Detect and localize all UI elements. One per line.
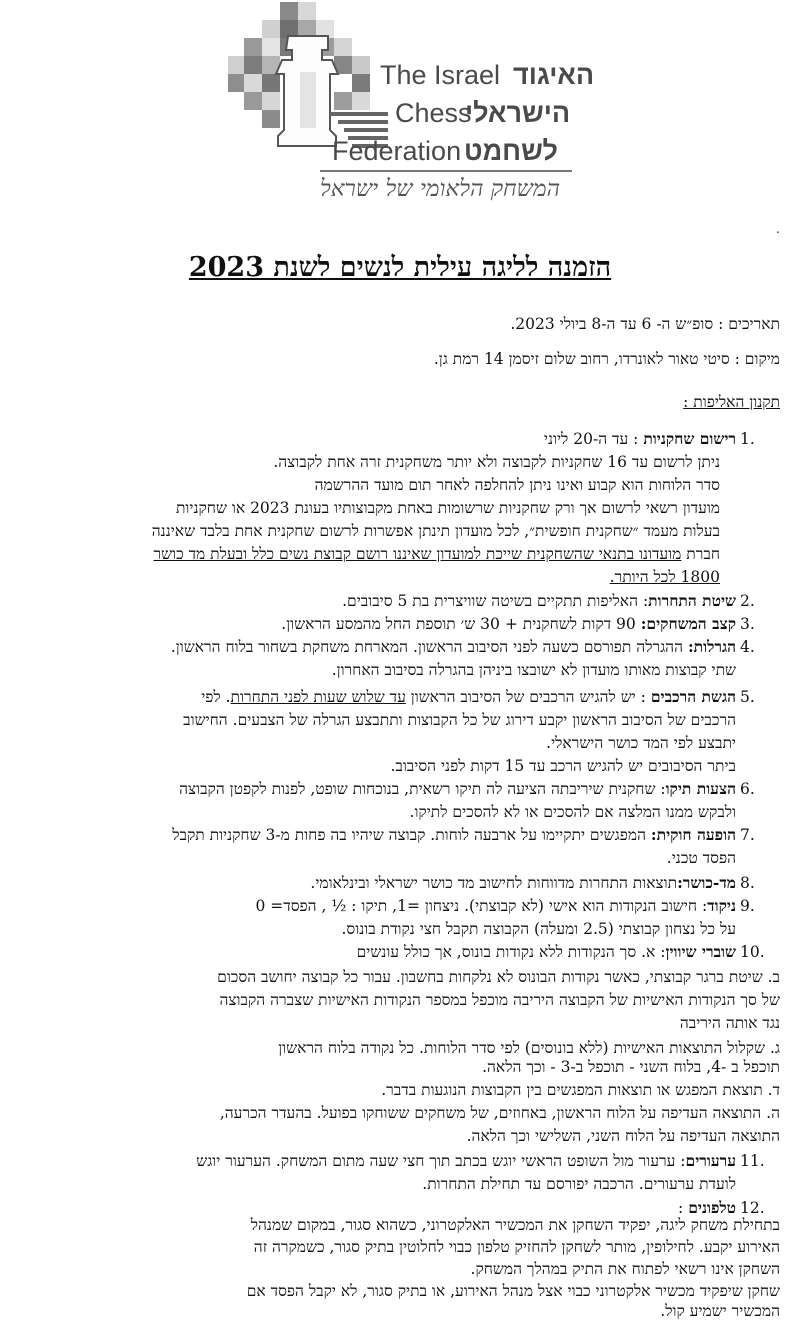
- logo-english-line-3: Federation: [332, 136, 462, 166]
- item-10-text: של סך הנקודות האישיות של הקבוצה היריבה מוכפל במספר הנקודות האישיות שצברה הקבוצה: [219, 991, 780, 1009]
- item-number: 3.: [740, 615, 755, 633]
- item-number: 1.: [740, 430, 755, 448]
- logo-english-line-2: Chess: [395, 98, 472, 128]
- item-10-text: נגד אותה היריבה: [679, 1014, 780, 1032]
- item-6-text: ולבקש ממנו המלצה אם להסכים או לא להסכים לתיקו.: [409, 803, 736, 821]
- item-10-text: התוצאה העדיפה על הלוח השני, השלישי וכך הלאה.: [466, 1127, 780, 1145]
- item-5-line: הגשת הרכבים : יש להגיש הרכבים של הסיבוב הראשון עד שלוש שעות לפני התחרות. לפי: [201, 687, 736, 706]
- item-11-text: לועדת ערעורים. הרכבה יפורסם עד תחילת התחרות.: [422, 1175, 736, 1193]
- location-line: מיקום : סיטי טאור לאונרדו, רחוב שלום זיסמן 14 רמת גן.: [433, 350, 780, 368]
- item-1-text: חברת מועדונו בתנאי שהשחקנית שייכת למועדון שאיננו רושם קבוצת נשים כלל ובעלת מד כושר: [153, 545, 720, 563]
- item-7-line: הופעה חוקית: המפגשים יתקיימו על ארבעה לוחות. קבוצה שיהיו בה פחות מ-3 שחקניות תקבל: [172, 825, 736, 844]
- item-12-text: בתחילת משחק ליגה, יפקיד השחקן את המכשיר האלקטרוני, כשהוא סגור, במקום שמנהל: [250, 1216, 780, 1234]
- logo-hebrew-line-3: לשחמט: [464, 136, 558, 166]
- page-title: הזמנה לליגה עילית לנשים לשנת 2023: [188, 252, 612, 283]
- item-number: 11.: [740, 1152, 765, 1170]
- item-number: 5.: [740, 688, 755, 706]
- item-number: 9.: [740, 897, 755, 915]
- item-12-heading: טלפונים :: [678, 1198, 736, 1217]
- regulations-heading: תקנון האליפות :: [683, 393, 780, 411]
- item-7-text: הפסד טכני.: [666, 849, 736, 867]
- item-1-heading-line: רישום שחקניות : עד ה-20 ליוני: [543, 429, 736, 448]
- item-9-line: ניקוד: חישוב הנקודות הוא אישי (לא קבוצתי). ניצחון =1, תיקו : ½ , הפסד= 0: [255, 896, 736, 915]
- item-number: 6.: [740, 780, 755, 798]
- federation-logo: [228, 0, 598, 210]
- item-10-line: שוברי שיווין: א. סך הנקודות ללא נקודות בונוס, אך כולל עונשים: [356, 942, 736, 961]
- item-number: 2.: [740, 592, 755, 610]
- item-number: 4.: [740, 638, 755, 656]
- logo-hebrew-line-2: הישראלי: [465, 98, 571, 128]
- item-number: 8.: [740, 874, 755, 892]
- stray-mark: .: [776, 222, 780, 236]
- item-5-text: הרכבים של הסיבוב הראשון יקבע דירוג של כל הקבוצות ותתבצע הגרלה של הצבעים. החישוב: [183, 711, 736, 729]
- item-6-line: הצעות תיקו: שחקנית שיריבתה הציעה לה תיקו רשאית, בנוכחות שופט, לפנות לקפטן הקבוצה: [179, 779, 736, 798]
- item-4-text: שתי קבוצות מאותו מועדון לא ישובצו ביניהן בהגרלה בסיבוב האחרון.: [331, 661, 736, 679]
- item-12-text: האירוע יקבע. לחילופין, מותר לשחקן להחזיק טלפון כבוי לחלוטין בתיק סגור, כשמקרה זה: [253, 1238, 780, 1256]
- logo-divider: [320, 170, 572, 172]
- item-1-text: סדר הלוחות הוא קבוע ואינו ניתן להחלפה לאחר תום מועד ההרשמה: [314, 476, 720, 494]
- item-5-text: ביתר הסיבובים יש להגיש הרכב עד 15 דקות לפני הסיבוב.: [390, 757, 736, 775]
- item-12-text: השחקן אינו רשאי לפתוח את התיק במהלך המשחק.: [470, 1260, 780, 1278]
- item-10-text: ב. שיטת ברגר קבוצתי, כאשר נקודות הבונוס לא נלקחות בחשבון. עבור כל קבוצה יחושב הסכום: [217, 968, 780, 986]
- item-number: 7.: [740, 826, 755, 844]
- item-10-text: תוכפל ב -4, בלוח השני - תוכפל ב-3 - וכך הלאה.: [482, 1058, 780, 1076]
- item-1-text: ניתן לרשום עד 16 שחקניות לקבוצה ולא יותר משחקנית זרה אחת לקבוצה.: [273, 453, 720, 471]
- item-4-line: הגרלות: ההגרלה תפורסם כשעה לפני הסיבוב הראשון. המארחת משחקת בשחור בלוח הראשון.: [170, 637, 736, 656]
- item-10-text: ה. התוצאה העדיפה על הלוח הראשון, באחוזים, של משחקים ששוחקו בפועל. בהעדר הכרעה,: [219, 1104, 780, 1122]
- item-9-text: על כל נצחון קבוצתי (2.5 ומעלה) הקבוצה תקבל חצי נקודת בונוס.: [341, 920, 736, 938]
- item-number: 10.: [740, 943, 765, 961]
- item-12-text: המכשיר ישמיע קול.: [660, 1302, 780, 1320]
- dates-line: תאריכים : סופ״ש ה- 6 עד ה-8 ביולי 2023.: [510, 315, 780, 333]
- logo-tagline: המשחק הלאומי של ישראל: [320, 176, 561, 202]
- item-number: 12.: [740, 1199, 765, 1217]
- item-2-line: שיטת התחרות: האליפות תתקיים בשיטה שוויצרית בת 5 סיבובים.: [342, 591, 736, 610]
- item-10-text: ד. תוצאת המפגש או תוצאות המפגשים בין הקבוצות הנוגעות בדבר.: [381, 1081, 780, 1099]
- item-5-text: יתבצע לפי המד כושר הישראלי.: [546, 734, 736, 752]
- item-1-text: בעלות מעמד ״שחקנית חופשית״, לכל מועדון תינתן אפשרות לרשום שחקנית אחת בלבד שאיננה: [151, 522, 720, 540]
- item-11-line: ערעורים: ערעור מול השופט הראשי יוגש בכתב תוך חצי שעה מתום המשחק. הערעור יוגש: [196, 1151, 736, 1170]
- logo-english-line-1: The Israel: [380, 60, 501, 90]
- item-3-line: קצב המשחקים: 90 דקות לשחקנית + 30 ש׳ תוספת החל מהמסע הראשון.: [281, 614, 736, 633]
- item-1-text: מועדון רשאי לרשום אך ורק שחקניות שרשומות באחת מקבוצותיו בעונת 2023 או שחקניות: [175, 499, 720, 517]
- item-1-text: 1800 לכל היותר.: [609, 568, 720, 586]
- item-8-line: מד-כושר:תוצאות התחרות מדווחות לחישוב מד כושר ישראלי ובינלאומי.: [310, 873, 736, 892]
- item-10-text: ג. שקלול התוצאות האישיות (ללא בונוסים) לפי סדר הלוחות. כל נקודה בלוח הראשון: [278, 1039, 780, 1057]
- item-12-text: שחקן שיפקיד מכשיר אלקטרוני כבוי אצל מנהל האירוע, או בתיק סגור, לא יקבל הפסד אם: [246, 1282, 780, 1300]
- logo-hebrew-line-1: האיגוד: [513, 60, 595, 90]
